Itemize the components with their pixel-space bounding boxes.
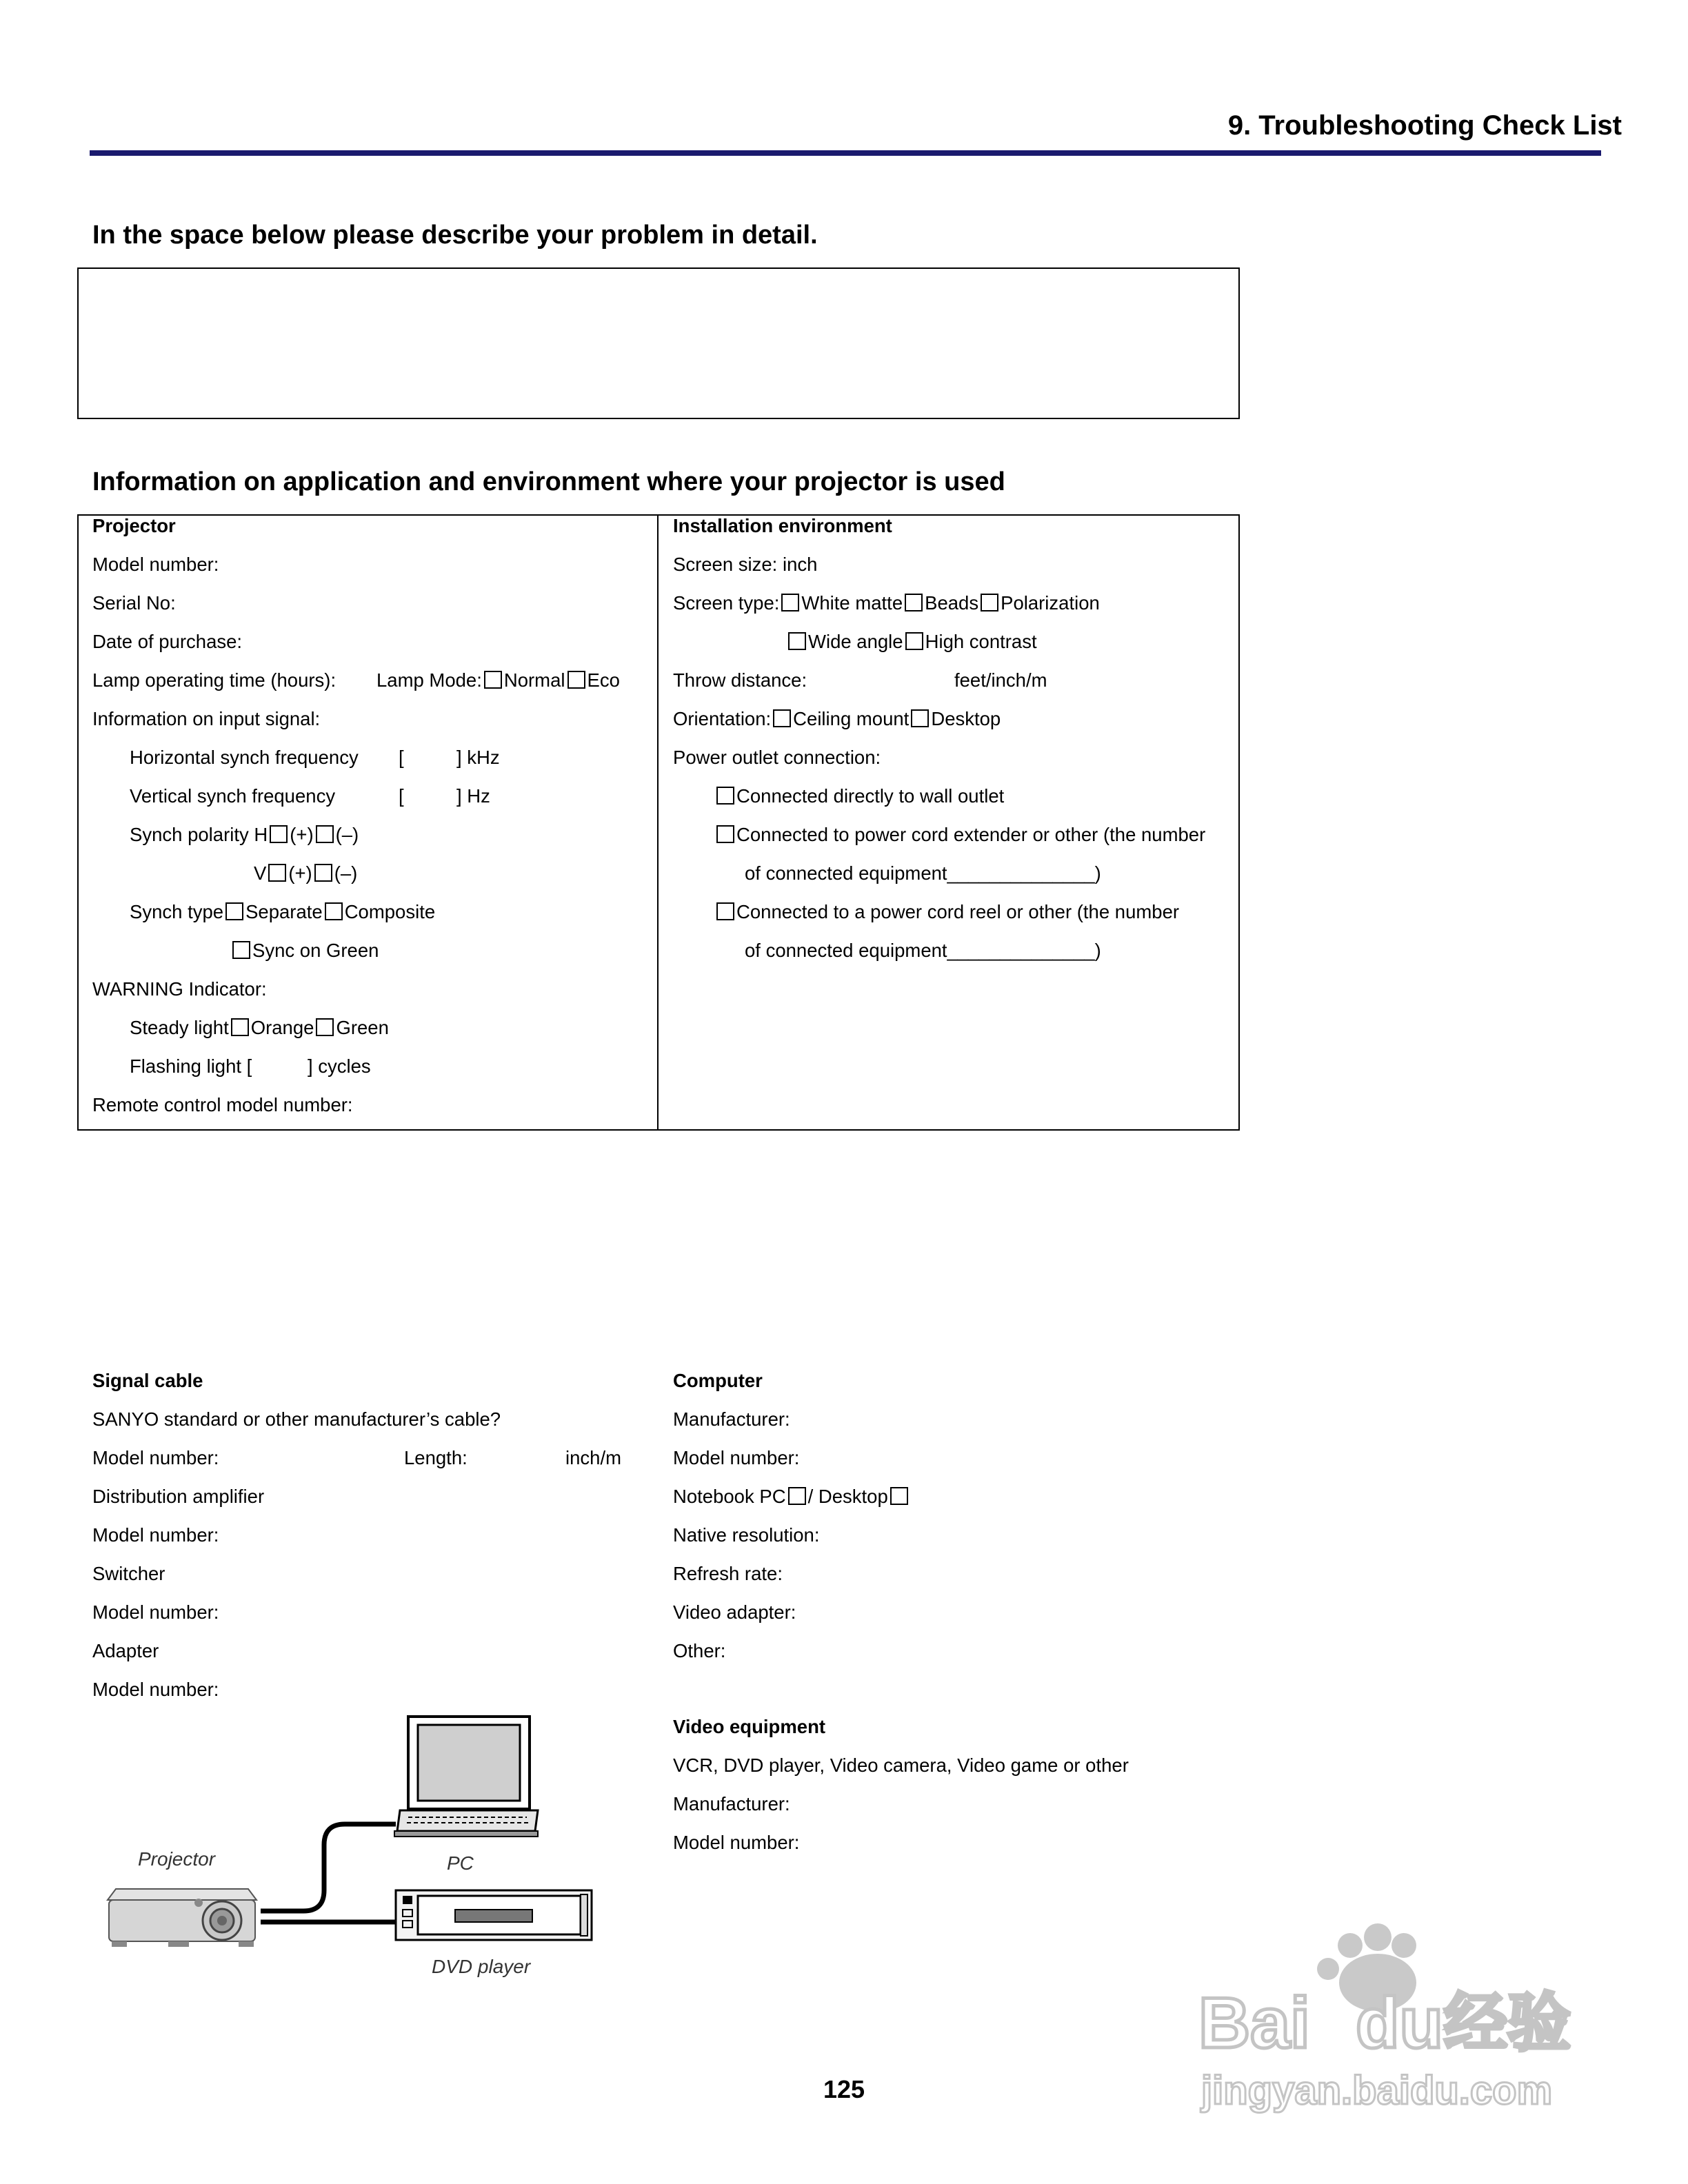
signal-model-4: Model number: bbox=[92, 1679, 219, 1700]
signal-model-2: Model number: bbox=[92, 1524, 219, 1546]
steady-row bbox=[130, 1018, 389, 1038]
polarization-checkbox[interactable] bbox=[981, 594, 998, 611]
watermark-url: jingyan.baidu.com bbox=[1201, 2068, 1553, 2113]
screen-type-label: Screen type: bbox=[673, 592, 780, 614]
desktop-label: / Desktop bbox=[807, 1486, 888, 1507]
high-contrast-checkbox[interactable] bbox=[905, 632, 923, 650]
v-freq-label: Vertical synch frequency bbox=[130, 785, 336, 807]
cord-reel-checkbox[interactable] bbox=[716, 902, 734, 920]
h-freq-label: Horizontal synch frequency bbox=[130, 747, 359, 768]
baidu-watermark bbox=[1192, 1917, 1591, 2123]
projector-diagram-label: Projector bbox=[138, 1848, 216, 1870]
refresh-rate: Refresh rate: bbox=[673, 1563, 783, 1584]
flashing-label: Flashing light [ bbox=[130, 1055, 252, 1077]
video-manufacturer: Manufacturer: bbox=[673, 1793, 790, 1814]
lamp-mode-label: Lamp Mode: bbox=[376, 669, 482, 691]
section-title: 9. Troubleshooting Check List bbox=[1227, 110, 1622, 141]
connection-diagram bbox=[97, 1710, 621, 1992]
reel-count-label: of connected equipment______________) bbox=[745, 940, 1101, 961]
lamp-mode-row bbox=[376, 670, 620, 691]
laptop-icon bbox=[394, 1717, 538, 1837]
signal-model-1: Model number: bbox=[92, 1447, 219, 1468]
separate-label: Separate bbox=[245, 901, 323, 922]
install-title: Installation environment bbox=[673, 515, 892, 536]
green-checkbox[interactable] bbox=[316, 1018, 334, 1036]
signal-title: Signal cable bbox=[92, 1370, 203, 1391]
signal-model-3: Model number: bbox=[92, 1601, 219, 1623]
composite-checkbox[interactable] bbox=[325, 902, 343, 920]
computer-manufacturer: Manufacturer: bbox=[673, 1408, 790, 1430]
sync-green-checkbox[interactable] bbox=[232, 941, 250, 959]
dvd-player-icon bbox=[396, 1890, 592, 1940]
video-title: Video equipment bbox=[673, 1716, 826, 1737]
notebook-checkbox[interactable] bbox=[788, 1487, 806, 1505]
info-heading: Information on application and environment where your projector is used bbox=[92, 467, 1005, 496]
h-plus-checkbox[interactable] bbox=[270, 825, 288, 843]
input-signal-label: Information on input signal: bbox=[92, 708, 321, 729]
power-opt2-row bbox=[714, 825, 1205, 845]
problem-heading: In the space below please describe your problem in detail. bbox=[92, 221, 818, 250]
v-minus-label: (–) bbox=[334, 862, 358, 884]
computer-title: Computer bbox=[673, 1370, 763, 1391]
throw-unit: feet/inch/m bbox=[954, 669, 1047, 691]
desktop-orientation-checkbox[interactable] bbox=[911, 709, 929, 727]
table-divider bbox=[657, 514, 659, 1131]
beads-checkbox[interactable] bbox=[905, 594, 923, 611]
cycles-label: ] cycles bbox=[308, 1055, 371, 1077]
native-resolution: Native resolution: bbox=[673, 1524, 820, 1546]
h-plus-label: (+) bbox=[290, 824, 314, 845]
sync-green-label: Sync on Green bbox=[252, 940, 379, 961]
lamp-time-label: Lamp operating time (hours): bbox=[92, 669, 336, 691]
normal-checkbox[interactable] bbox=[484, 671, 502, 689]
notebook-label: Notebook PC bbox=[673, 1486, 786, 1507]
polarity-h-label: Synch polarity H bbox=[130, 824, 268, 845]
wide-angle-checkbox[interactable] bbox=[788, 632, 806, 650]
video-adapter: Video adapter: bbox=[673, 1601, 796, 1623]
v-plus-label: (+) bbox=[288, 862, 312, 884]
projector-model-label: Model number: bbox=[92, 554, 219, 575]
high-contrast-label: High contrast bbox=[925, 631, 1037, 652]
desktop-checkbox[interactable] bbox=[890, 1487, 908, 1505]
remote-label: Remote control model number: bbox=[92, 1094, 353, 1115]
header-rule bbox=[90, 150, 1601, 156]
cord-reel-label: Connected to a power cord reel or other (the number bbox=[736, 901, 1180, 922]
v-freq-unit: ] Hz bbox=[456, 785, 490, 807]
green-label: Green bbox=[336, 1017, 389, 1038]
eco-label: Eco bbox=[587, 669, 620, 691]
v-plus-checkbox[interactable] bbox=[268, 864, 286, 882]
signal-question: SANYO standard or other manufacturer’s cable? bbox=[92, 1408, 501, 1430]
h-minus-label: (–) bbox=[335, 824, 359, 845]
switcher-label: Switcher bbox=[92, 1563, 165, 1584]
h-freq-bracket: [ bbox=[399, 747, 404, 768]
length-label: Length: bbox=[404, 1447, 468, 1468]
white-matte-label: White matte bbox=[801, 592, 903, 614]
v-minus-checkbox[interactable] bbox=[314, 864, 332, 882]
power-label: Power outlet connection: bbox=[673, 747, 881, 768]
orange-label: Orange bbox=[250, 1017, 314, 1038]
orange-checkbox[interactable] bbox=[231, 1018, 249, 1036]
eco-checkbox[interactable] bbox=[567, 671, 585, 689]
polarity-v-row bbox=[254, 863, 357, 884]
watermark-brand: Bai bbox=[1198, 1983, 1310, 2063]
wall-outlet-label: Connected directly to wall outlet bbox=[736, 785, 1005, 807]
ceiling-checkbox[interactable] bbox=[773, 709, 791, 727]
polarization-label: Polarization bbox=[1001, 592, 1100, 614]
steady-label: Steady light bbox=[130, 1017, 229, 1038]
warning-label: WARNING Indicator: bbox=[92, 978, 267, 1000]
power-opt3-row bbox=[714, 902, 1179, 922]
wall-outlet-checkbox[interactable] bbox=[716, 787, 734, 805]
synch-type-row bbox=[130, 902, 435, 922]
pc-diagram-label: PC bbox=[447, 1852, 474, 1874]
power-opt1-row bbox=[714, 786, 1004, 807]
throw-label: Throw distance: bbox=[673, 669, 807, 691]
dvd-diagram-label: DVD player bbox=[432, 1956, 531, 1977]
v-freq-bracket: [ bbox=[399, 785, 404, 807]
extender-checkbox[interactable] bbox=[716, 825, 734, 843]
watermark-chinese: 经验 bbox=[1444, 1986, 1571, 2060]
white-matte-checkbox[interactable] bbox=[781, 594, 799, 611]
polarity-v-label: V bbox=[254, 862, 267, 884]
synch-type-label: Synch type bbox=[130, 901, 224, 922]
screen-type-row bbox=[673, 593, 1100, 614]
projector-title: Projector bbox=[92, 515, 176, 536]
distribution-label: Distribution amplifier bbox=[92, 1486, 265, 1507]
screen-size-label: Screen size: inch bbox=[673, 554, 818, 575]
computer-model: Model number: bbox=[673, 1447, 800, 1468]
extender-count-label: of connected equipment______________) bbox=[745, 862, 1101, 884]
h-freq-unit: ] kHz bbox=[456, 747, 500, 768]
h-minus-checkbox[interactable] bbox=[316, 825, 334, 843]
video-description: VCR, DVD player, Video camera, Video game or other bbox=[673, 1755, 1129, 1776]
adapter-label: Adapter bbox=[92, 1640, 159, 1661]
screen-type-row-2 bbox=[786, 631, 1037, 652]
extender-label: Connected to power cord extender or other (the number bbox=[736, 824, 1206, 845]
beads-label: Beads bbox=[925, 592, 979, 614]
serial-label: Serial No: bbox=[92, 592, 176, 614]
polarity-h-row bbox=[130, 825, 359, 845]
normal-label: Normal bbox=[503, 669, 565, 691]
orientation-label: Orientation: bbox=[673, 708, 772, 729]
composite-label: Composite bbox=[344, 901, 436, 922]
computer-other: Other: bbox=[673, 1640, 726, 1661]
orientation-row bbox=[673, 709, 1001, 729]
sync-green-row bbox=[230, 940, 379, 961]
video-model: Model number: bbox=[673, 1832, 800, 1853]
separate-checkbox[interactable] bbox=[225, 902, 243, 920]
computer-type-row bbox=[673, 1486, 910, 1507]
wide-angle-label: Wide angle bbox=[808, 631, 903, 652]
problem-description-box[interactable] bbox=[77, 267, 1240, 419]
purchase-date-label: Date of purchase: bbox=[92, 631, 243, 652]
watermark-brand-2: du bbox=[1356, 1983, 1444, 2063]
desktop-orientation-label: Desktop bbox=[931, 708, 1001, 729]
length-unit: inch/m bbox=[565, 1447, 621, 1468]
page-number: 125 bbox=[823, 2075, 865, 2103]
ceiling-label: Ceiling mount bbox=[793, 708, 910, 729]
projector-icon bbox=[108, 1889, 257, 1947]
